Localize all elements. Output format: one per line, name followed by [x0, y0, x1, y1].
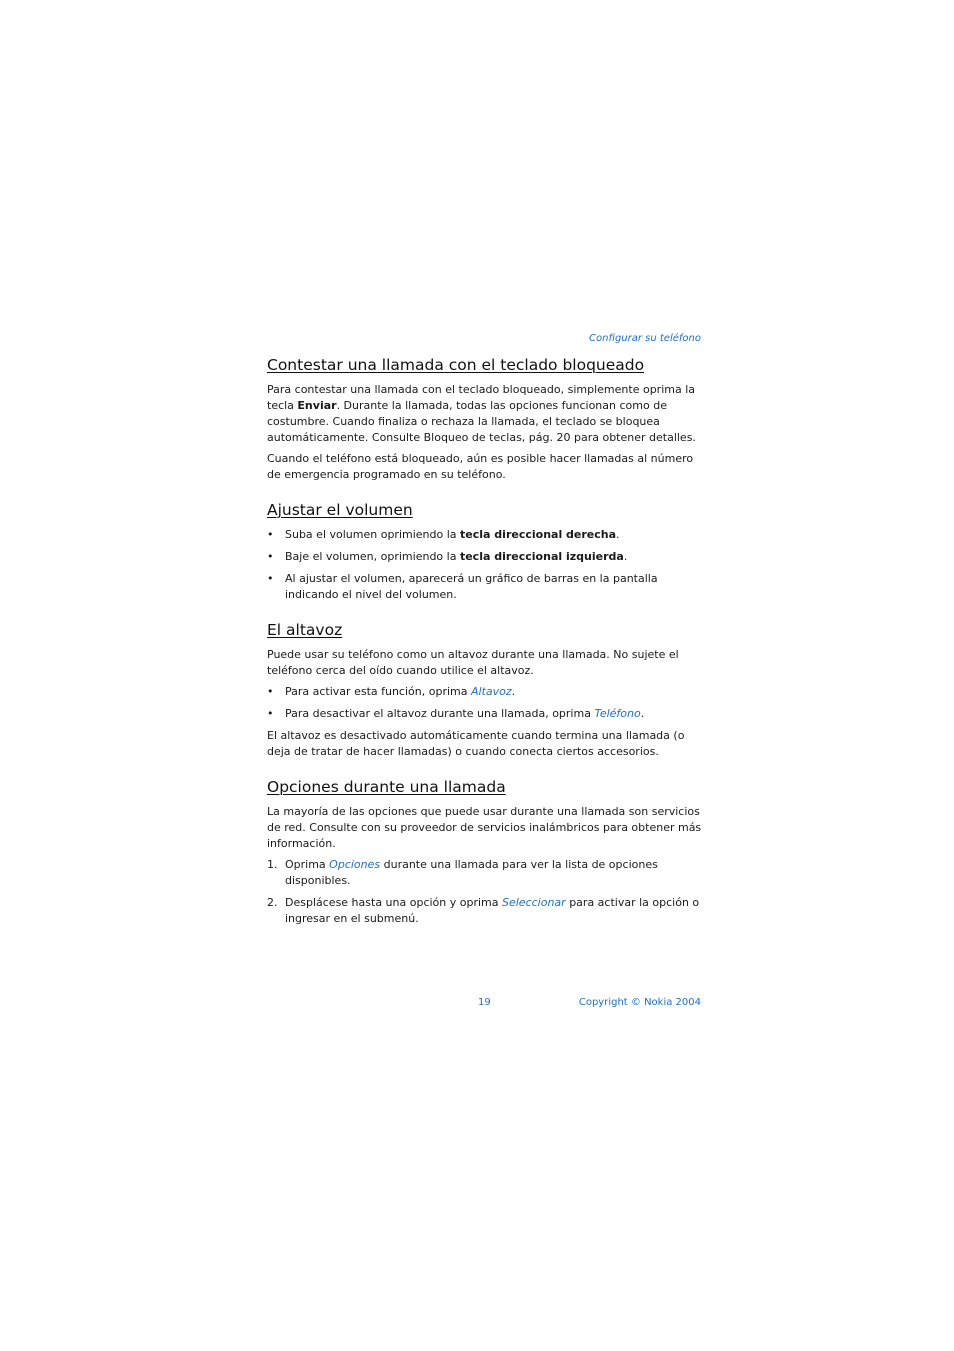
text-run: .	[616, 528, 620, 541]
paragraph: La mayoría de las opciones que puede usar durante una llamada son servicios de red. Consulte con su proveedor de servicios inalámbricos para obtener más información.	[267, 805, 702, 850]
section-heading: Contestar una llamada con el teclado bloqueado	[267, 356, 645, 374]
section-heading: El altavoz	[267, 621, 343, 639]
bullet-marker: •	[267, 685, 274, 698]
text-run: Para activar esta función, oprima	[285, 685, 471, 698]
key-name: tecla direccional derecha	[460, 528, 617, 541]
softkey-label: Seleccionar	[502, 896, 566, 909]
text-run: .	[640, 707, 645, 720]
text-run: Al ajustar el volumen, aparecerá un gráfico de barras en la pantalla indicando el nivel del volumen.	[285, 572, 658, 601]
list-item	[267, 857, 707, 889]
list-item	[267, 549, 707, 565]
page-content	[267, 355, 707, 944]
text-run: Suba el volumen oprimiendo la	[285, 528, 461, 541]
text-run: Para desactivar el altavoz durante una llamada, oprima	[285, 707, 595, 720]
section-heading: Opciones durante una llamada	[267, 778, 506, 796]
section-speaker	[267, 620, 707, 760]
section-volume	[267, 500, 707, 603]
paragraph: Cuando el teléfono está bloqueado, aún es posible hacer llamadas al número de emergencia programado en su teléfono.	[267, 452, 694, 481]
softkey-label: Altavoz	[470, 685, 512, 698]
step-number: 2.	[267, 896, 278, 909]
key-name: tecla direccional izquierda	[459, 550, 624, 563]
key-name: Enviar	[297, 399, 337, 412]
copyright-notice: Copyright © Nokia 2004	[578, 997, 701, 1008]
section-call-options	[267, 777, 707, 927]
bullet-marker: •	[267, 707, 274, 720]
paragraph: El altavoz es desactivado automáticamente cuando termina una llamada (o deja de tratar de hacer llamadas) o cuando conecta ciertos accesorios.	[267, 729, 685, 758]
bullet-list	[267, 684, 707, 722]
list-item	[267, 895, 707, 927]
bullet-marker: •	[267, 550, 274, 563]
list-item	[267, 706, 707, 722]
running-header: Configurar su teléfono	[589, 333, 701, 344]
bullet-marker: •	[267, 572, 274, 585]
section-answer-locked	[267, 355, 707, 483]
bullet-marker: •	[267, 528, 274, 541]
text-run: .	[623, 550, 628, 563]
list-item	[267, 684, 707, 700]
softkey-label: Opciones	[329, 858, 381, 871]
text-run: Para contestar una llamada con el teclado bloqueado, simplemente oprima la tecla	[267, 383, 696, 412]
list-item	[267, 571, 707, 603]
page-number: 19	[478, 997, 491, 1008]
step-number: 1.	[267, 858, 278, 871]
text-run: Desplácese hasta una opción y oprima	[285, 896, 502, 909]
text-run: .	[511, 685, 516, 698]
text-run: . Durante la llamada, todas las opciones funcionan como de costumbre. Cuando finaliza o rechaza la llamada, el teclado se bloquea automáticamente. Consulte Bloqueo de teclas, pág. 20 para obtener detalles.	[267, 399, 696, 444]
bullet-list	[267, 527, 707, 603]
paragraph: Puede usar su teléfono como un altavoz durante una llamada. No sujete el teléfono cerca del oído cuando utilice el altavoz.	[267, 648, 679, 677]
paragraph	[267, 382, 707, 446]
section-heading: Ajustar el volumen	[267, 501, 413, 519]
list-item	[267, 527, 707, 543]
text-run: para activar la opción o ingresar en el submenú.	[285, 896, 700, 925]
text-run: Oprima	[285, 858, 330, 871]
softkey-label: Teléfono	[594, 707, 641, 720]
text-run: Baje el volumen, oprimiendo la	[285, 550, 460, 563]
numbered-list	[267, 857, 707, 927]
text-run: durante una llamada para ver la lista de opciones disponibles.	[285, 858, 658, 887]
